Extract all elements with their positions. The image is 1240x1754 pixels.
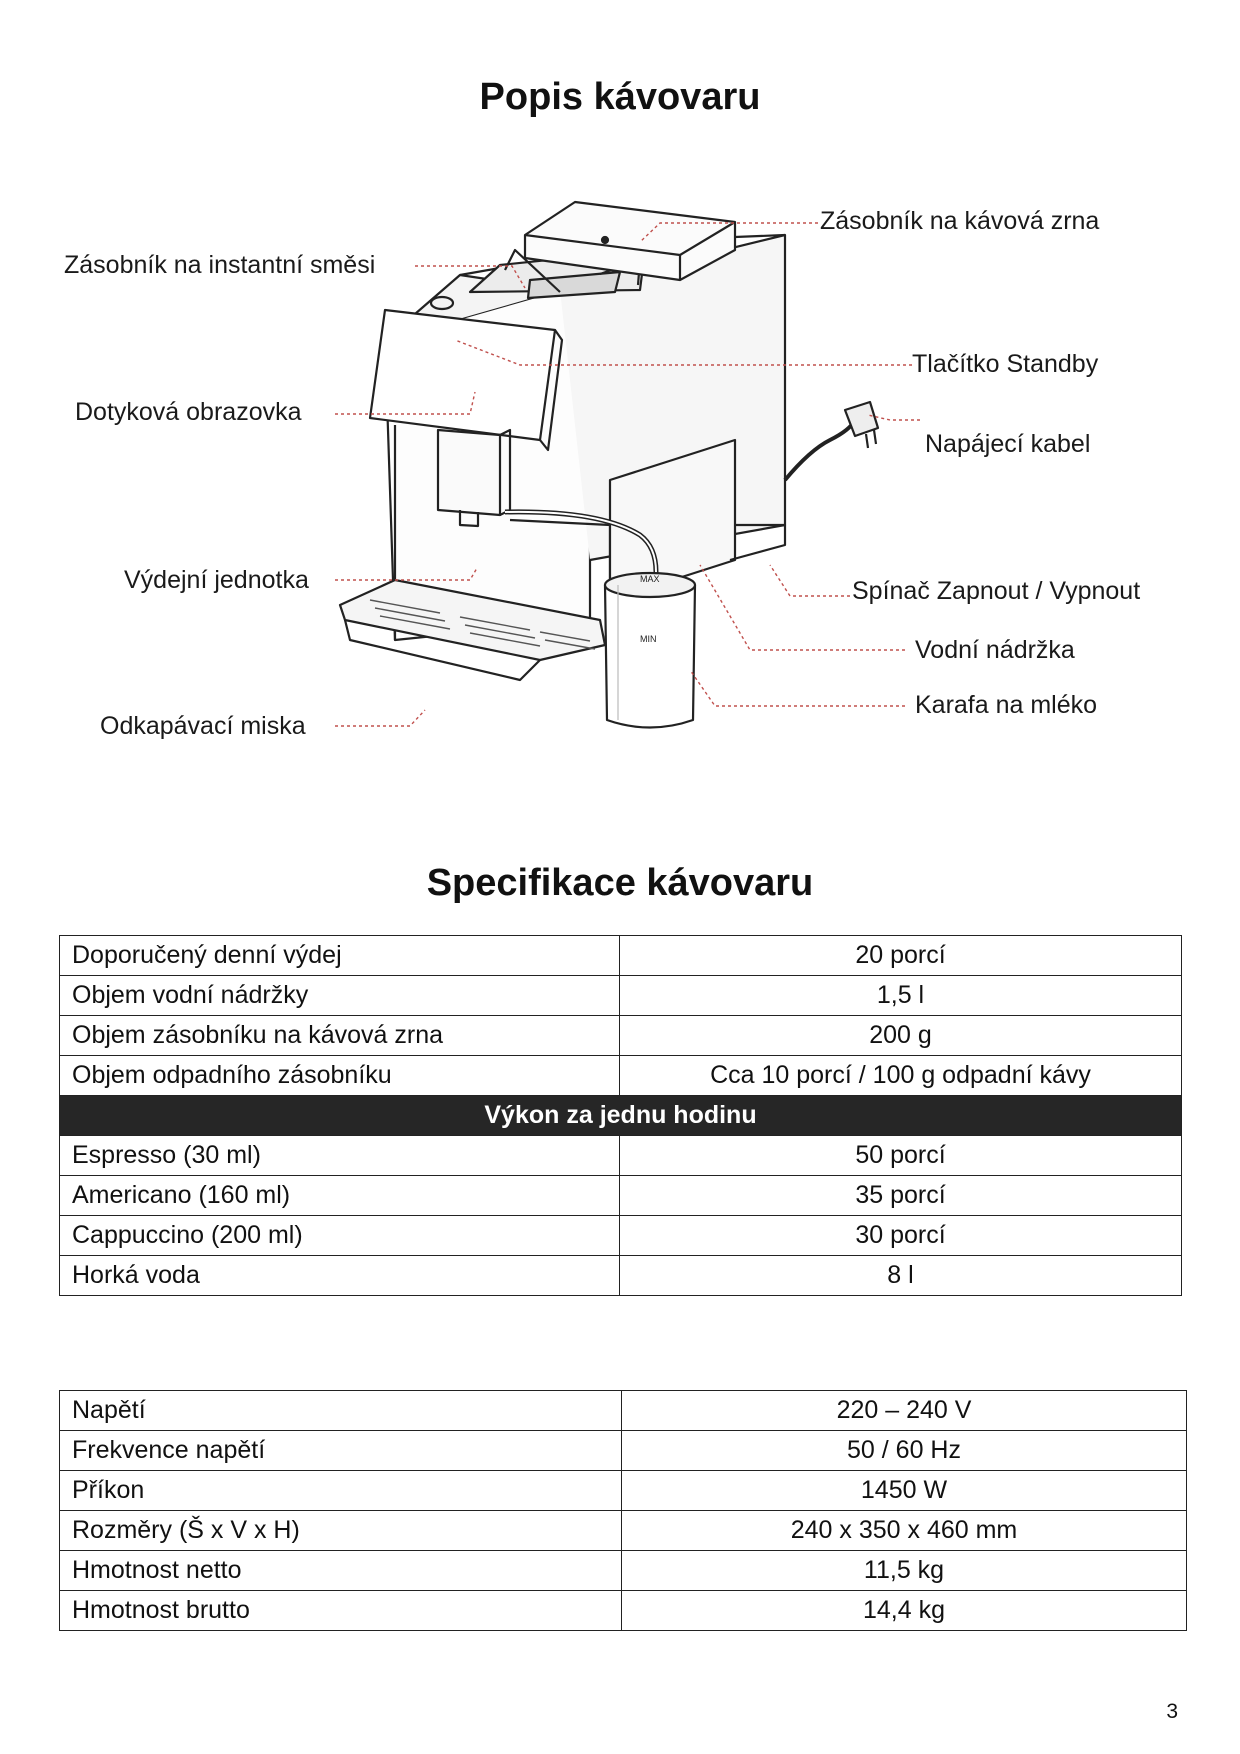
table-row [60, 1256, 1182, 1296]
spec-label: Objem vodní nádržky [60, 976, 620, 1016]
table-row [60, 976, 1182, 1016]
label-power-switch: Spínač Zapnout / Vypnout [852, 577, 1141, 605]
coffee-machine-diagram [0, 180, 1240, 800]
spec-label: Příkon [60, 1471, 622, 1511]
spec-label: Hmotnost brutto [60, 1591, 622, 1631]
spec-value: 220 – 240 V [622, 1391, 1187, 1431]
table-row [60, 1016, 1182, 1056]
label-standby-button: Tlačítko Standby [912, 350, 1099, 378]
spec-value: 30 porcí [620, 1216, 1182, 1256]
spec-value: 200 g [620, 1016, 1182, 1056]
label-drip-tray: Odkapávací miska [100, 712, 306, 740]
spec-value: 11,5 kg [622, 1551, 1187, 1591]
label-water-tank: Vodní nádržka [915, 636, 1075, 664]
spec-label: Rozměry (Š x V x H) [60, 1511, 622, 1551]
table-row [60, 936, 1182, 976]
table-row [60, 1216, 1182, 1256]
spec-value: 1450 W [622, 1471, 1187, 1511]
carafe-min-mark: MIN [640, 634, 657, 644]
label-milk-carafe: Karafa na mléko [915, 691, 1098, 719]
spec-label: Frekvence napětí [60, 1431, 622, 1471]
spec-label: Cappuccino (200 ml) [60, 1216, 620, 1256]
table-row [60, 1551, 1187, 1591]
spec-label: Horká voda [60, 1256, 620, 1296]
table-row [60, 1136, 1182, 1176]
spec-label: Hmotnost netto [60, 1551, 622, 1591]
spec-label: Objem odpadního zásobníku [60, 1056, 620, 1096]
spec-value: 20 porcí [620, 936, 1182, 976]
spec-value: 1,5 l [620, 976, 1182, 1016]
spec-value: 50 / 60 Hz [622, 1431, 1187, 1471]
page-number: 3 [1166, 1700, 1178, 1723]
spec-value: 14,4 kg [622, 1591, 1187, 1631]
spec-value: 35 porcí [620, 1176, 1182, 1216]
label-dispenser: Výdejní jednotka [124, 566, 309, 594]
label-touchscreen: Dotyková obrazovka [75, 398, 302, 426]
electrical-table [59, 1390, 1187, 1631]
spec-value: Cca 10 porcí / 100 g odpadní kávy [620, 1056, 1182, 1096]
table-row [60, 1056, 1182, 1096]
page-title: Popis kávovaru [479, 76, 761, 118]
spec-value: 240 x 350 x 460 mm [622, 1511, 1187, 1551]
table-row [60, 1511, 1187, 1551]
spec-label: Americano (160 ml) [60, 1176, 620, 1216]
spec-label: Objem zásobníku na kávová zrna [60, 1016, 620, 1056]
table-row [60, 1591, 1187, 1631]
spec-label: Doporučený denní výdej [60, 936, 620, 976]
label-bean-hopper: Zásobník na kávová zrna [820, 207, 1100, 235]
spec-table [59, 935, 1182, 1296]
spec-value: 8 l [620, 1256, 1182, 1296]
table-row [60, 1176, 1182, 1216]
spec-label: Espresso (30 ml) [60, 1136, 620, 1176]
label-instant-hopper: Zásobník na instantní směsi [64, 251, 376, 279]
section-header: Výkon za jednu hodinu [60, 1096, 1182, 1136]
table-row [60, 1471, 1187, 1511]
spec-value: 50 porcí [620, 1136, 1182, 1176]
carafe-max-mark: MAX [640, 574, 660, 584]
spec-title: Specifikace kávovaru [426, 862, 814, 904]
label-power-cable: Napájecí kabel [925, 430, 1091, 458]
table-row [60, 1391, 1187, 1431]
table-row [60, 1431, 1187, 1471]
section-header-row [60, 1096, 1182, 1136]
spec-label: Napětí [60, 1391, 622, 1431]
